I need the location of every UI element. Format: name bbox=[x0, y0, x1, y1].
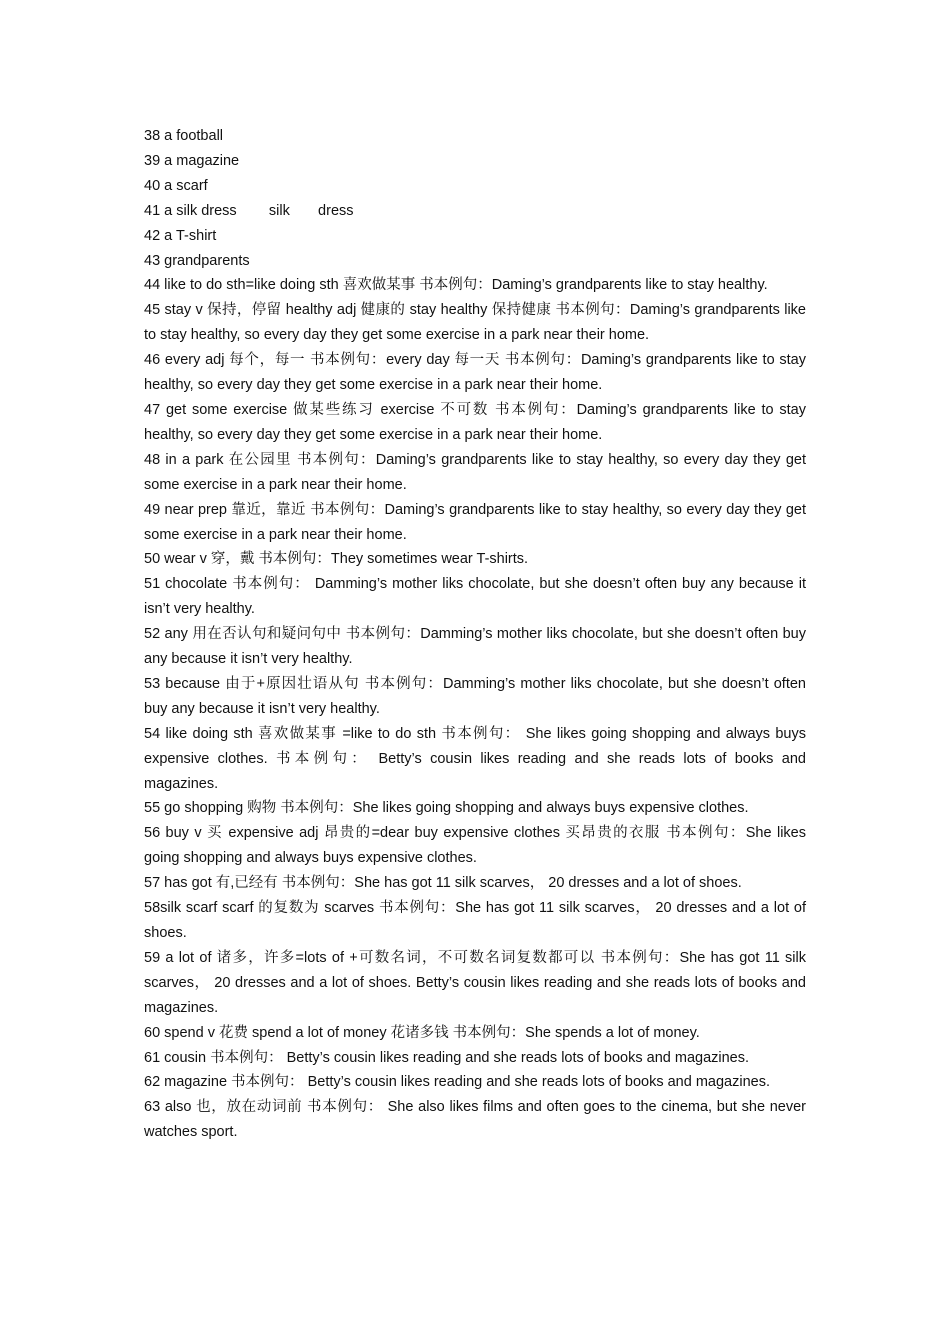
vocab-entry-58: 58silk scarf scarf 的复数为 scarves 书本例句：She has got 11 silk scarves， 20 dresses and a lot of shoes. bbox=[144, 900, 806, 941]
vocab-entry-52: 52 any 用在否认句和疑问句中 书本例句：Damming’s mother liks chocolate, but she doesn’t often buy any because it isn’t very healthy. bbox=[144, 626, 806, 668]
vocab-entry-59: 59 a lot of 诸多，许多=lots of +可数名词，不可数名词复数都可以 书本例句：She has got 11 silk scarves， 20 dresses and a lot of shoes. Betty’s cousin likes reading and she reads lots of books and magazines. bbox=[144, 949, 806, 1016]
vocab-entry-61: 61 cousin 书本例句： Betty’s cousin likes reading and she reads lots of books and magazines. bbox=[144, 1049, 750, 1066]
vocab-entry-53: 53 because 由于+原因壮语从句 书本例句：Damming’s mother liks chocolate, but she doesn’t often buy any because it isn’t very healthy. bbox=[144, 675, 806, 717]
vocab-line-41: 41 a silk dress silk dress bbox=[144, 202, 354, 219]
vocab-line-38: 38 a football bbox=[144, 128, 224, 144]
vocab-line-39: 39 a magazine bbox=[144, 152, 240, 169]
vocab-entry-56: 56 buy v 买 expensive adj 昂贵的=dear buy expensive clothes 买昂贵的衣服 书本例句：She likes going shopping and always buys expensive clothes. bbox=[144, 825, 806, 867]
document-body bbox=[144, 124, 806, 1145]
vocab-line-43: 43 grandparents bbox=[144, 252, 250, 269]
vocab-entry-48: 48 in a park 在公园里 书本例句：Daming’s grandparents like to stay healthy, so every day they get some exercise in a park near their home. bbox=[144, 451, 806, 493]
vocab-entry-51: 51 chocolate 书本例句： Damming’s mother liks chocolate, but she doesn’t often buy any because it isn’t very healthy. bbox=[144, 576, 806, 618]
vocab-entry-45: 45 stay v 保持，停留 healthy adj 健康的 stay healthy 保持健康 书本例句：Daming’s grandparents like to stay healthy, so every day they get some exercise in a park near their home. bbox=[144, 302, 806, 344]
vocab-entry-44: 44 like to do sth=like doing sth 喜欢做某事 书本例句：Daming’s grandparents like to stay healthy. bbox=[144, 277, 768, 294]
vocab-entry-55: 55 go shopping 购物 书本例句：She likes going shopping and always buys expensive clothes. bbox=[144, 800, 749, 817]
vocab-entry-50: 50 wear v 穿，戴 书本例句：They sometimes wear T-shirts. bbox=[144, 551, 529, 568]
vocab-line-42: 42 a T-shirt bbox=[144, 227, 217, 244]
vocab-entry-54: 54 like doing sth 喜欢做某事 =like to do sth 书本例句： She likes going shopping and always buys expensive clothes. 书本例句： Betty’s cousin likes reading and she reads lots of books and magazines. bbox=[144, 725, 806, 792]
vocab-entry-46: 46 every adj 每个，每一 书本例句：every day 每一天 书本例句：Daming’s grandparents like to stay healthy, so every day they get some exercise in a park near their home. bbox=[144, 352, 806, 394]
vocab-entry-49: 49 near prep 靠近，靠近 书本例句：Daming’s grandparents like to stay healthy, so every day they get some exercise in a park near their home. bbox=[144, 501, 806, 543]
vocab-entry-60: 60 spend v 花费 spend a lot of money 花诸多钱 书本例句：She spends a lot of money. bbox=[144, 1024, 700, 1041]
vocab-entry-62: 62 magazine 书本例句： Betty’s cousin likes reading and she reads lots of books and magazines. bbox=[144, 1074, 770, 1091]
vocab-entry-63: 63 also 也，放在动词前 书本例句： She also likes films and often goes to the cinema, but she never watches sport. bbox=[144, 1099, 806, 1141]
vocab-entry-57: 57 has got 有,已经有 书本例句：She has got 11 silk scarves， 20 dresses and a lot of shoes. bbox=[144, 875, 742, 892]
vocab-line-40: 40 a scarf bbox=[144, 177, 208, 194]
vocab-entry-47: 47 get some exercise 做某些练习 exercise 不可数 书本例句：Daming’s grandparents like to stay healthy, so every day they get some exercise in a park near their home. bbox=[144, 401, 806, 443]
